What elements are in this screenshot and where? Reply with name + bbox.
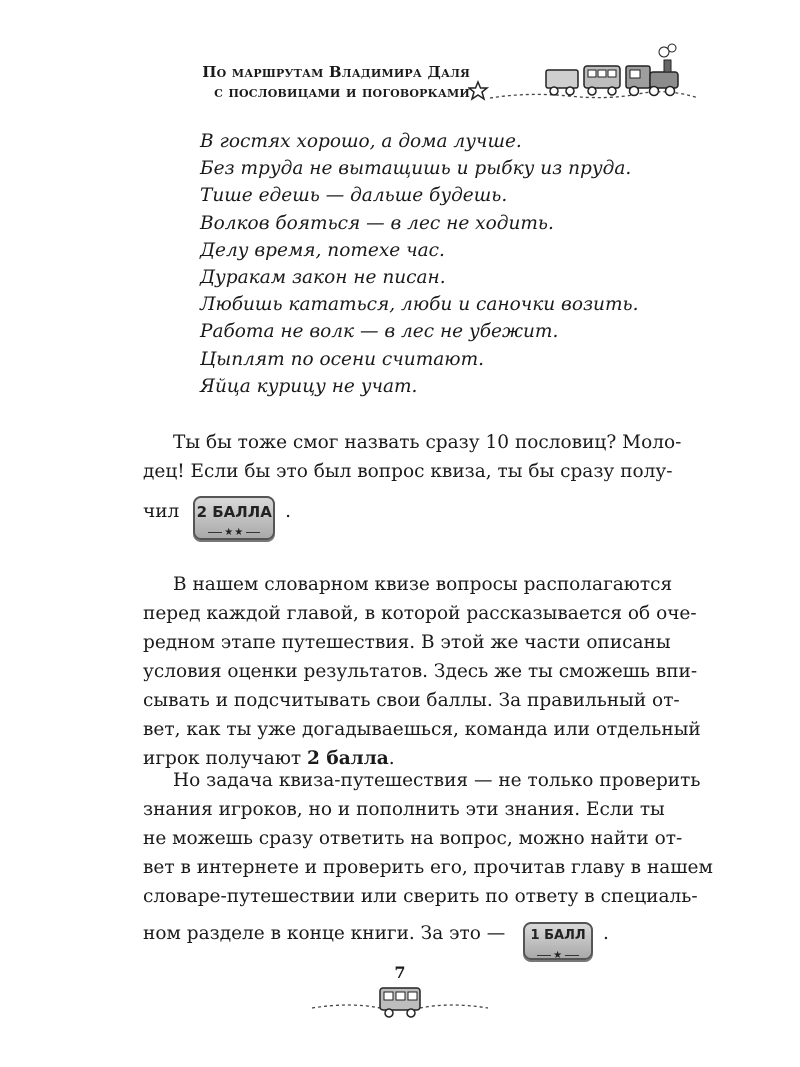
- bold-points: 2 балла: [307, 748, 389, 769]
- page-number: 7: [394, 963, 406, 982]
- train-icon: [468, 42, 700, 112]
- paragraph-rules: [143, 570, 701, 773]
- proverb-item: Без труда не вытащишь и рыбку из пруда.: [200, 158, 632, 180]
- badge-stars-icon: ★: [535, 951, 581, 961]
- header-line-2: с пословицами и поговорками: [214, 83, 470, 101]
- badge-label: 1 БАЛЛ: [530, 928, 586, 943]
- wagon-icon: [310, 982, 490, 1022]
- proverb-item: Любишь кататься, люби и саночки возить.: [200, 294, 639, 316]
- proverb-item: Цыплят по осени считают.: [200, 348, 484, 370]
- proverb-item: Волков бояться — в лес не ходить.: [200, 212, 554, 234]
- proverb-item: В гостях хорошо, а дома лучше.: [200, 131, 522, 152]
- text-line: Ты бы тоже смог назвать сразу 10 пословиц? Моло-: [173, 432, 682, 453]
- text-line: словаре-путешествии или сверить по ответу в специаль-: [143, 886, 698, 907]
- text-line-with-badge: [143, 919, 663, 960]
- paragraph-intro: [143, 428, 682, 540]
- proverb-item: Дуракам закон не писан.: [200, 267, 446, 289]
- text-line: сывать и подсчитывать свои баллы. За правильный от-: [143, 690, 680, 711]
- text-fragment: игрок получают: [143, 748, 308, 769]
- text-fragment: .: [388, 748, 395, 769]
- text-line: Но задача квиза-путешествия — не только проверить: [173, 770, 701, 791]
- text-line: дец! Если бы это был вопрос квиза, ты бы сразу полу-: [143, 461, 673, 482]
- text-fragment: .: [285, 501, 291, 522]
- two-points-badge: [193, 496, 275, 540]
- proverb-item: Тише едешь — дальше будешь.: [200, 185, 508, 207]
- one-point-badge: [523, 922, 593, 960]
- text-line: не можешь сразу ответить на вопрос, можно найти от-: [143, 828, 683, 849]
- proverb-list: [200, 128, 660, 400]
- text-line: В нашем словарном квизе вопросы располагаются: [173, 574, 673, 595]
- running-header: [150, 62, 470, 102]
- text-fragment: чил: [143, 501, 180, 522]
- text-line: редном этапе путешествия. В этой же части описаны: [143, 632, 671, 653]
- proverb-item: Яйца курицу не учат.: [200, 375, 418, 397]
- proverb-item: Работа не волк — в лес не убежит.: [200, 321, 559, 343]
- text-line-with-badge: [143, 496, 663, 540]
- star-icon: [469, 82, 487, 99]
- text-fragment: ном разделе в конце книги. За это —: [143, 923, 506, 944]
- text-line: знания игроков, но и пополнить эти знания. Если ты: [143, 799, 665, 820]
- text-line: вет в интернете и проверить его, прочитав главу в нашем: [143, 857, 713, 878]
- text-line: перед каждой главой, в которой рассказывается об оче-: [143, 603, 697, 624]
- proverb-item: Делу время, потехе час.: [200, 239, 445, 261]
- text-line: вет, как ты уже догадываешься, команда или отдельный: [143, 719, 701, 740]
- badge-stars-icon: ★★: [206, 528, 262, 538]
- header-line-1: По маршрутам Владимира Даля: [202, 63, 470, 81]
- badge-label: 2 БАЛЛА: [196, 503, 272, 521]
- text-fragment: .: [603, 923, 609, 944]
- paragraph-goal: [143, 766, 713, 961]
- text-line: условия оценки результатов. Здесь же ты сможешь впи-: [143, 661, 698, 682]
